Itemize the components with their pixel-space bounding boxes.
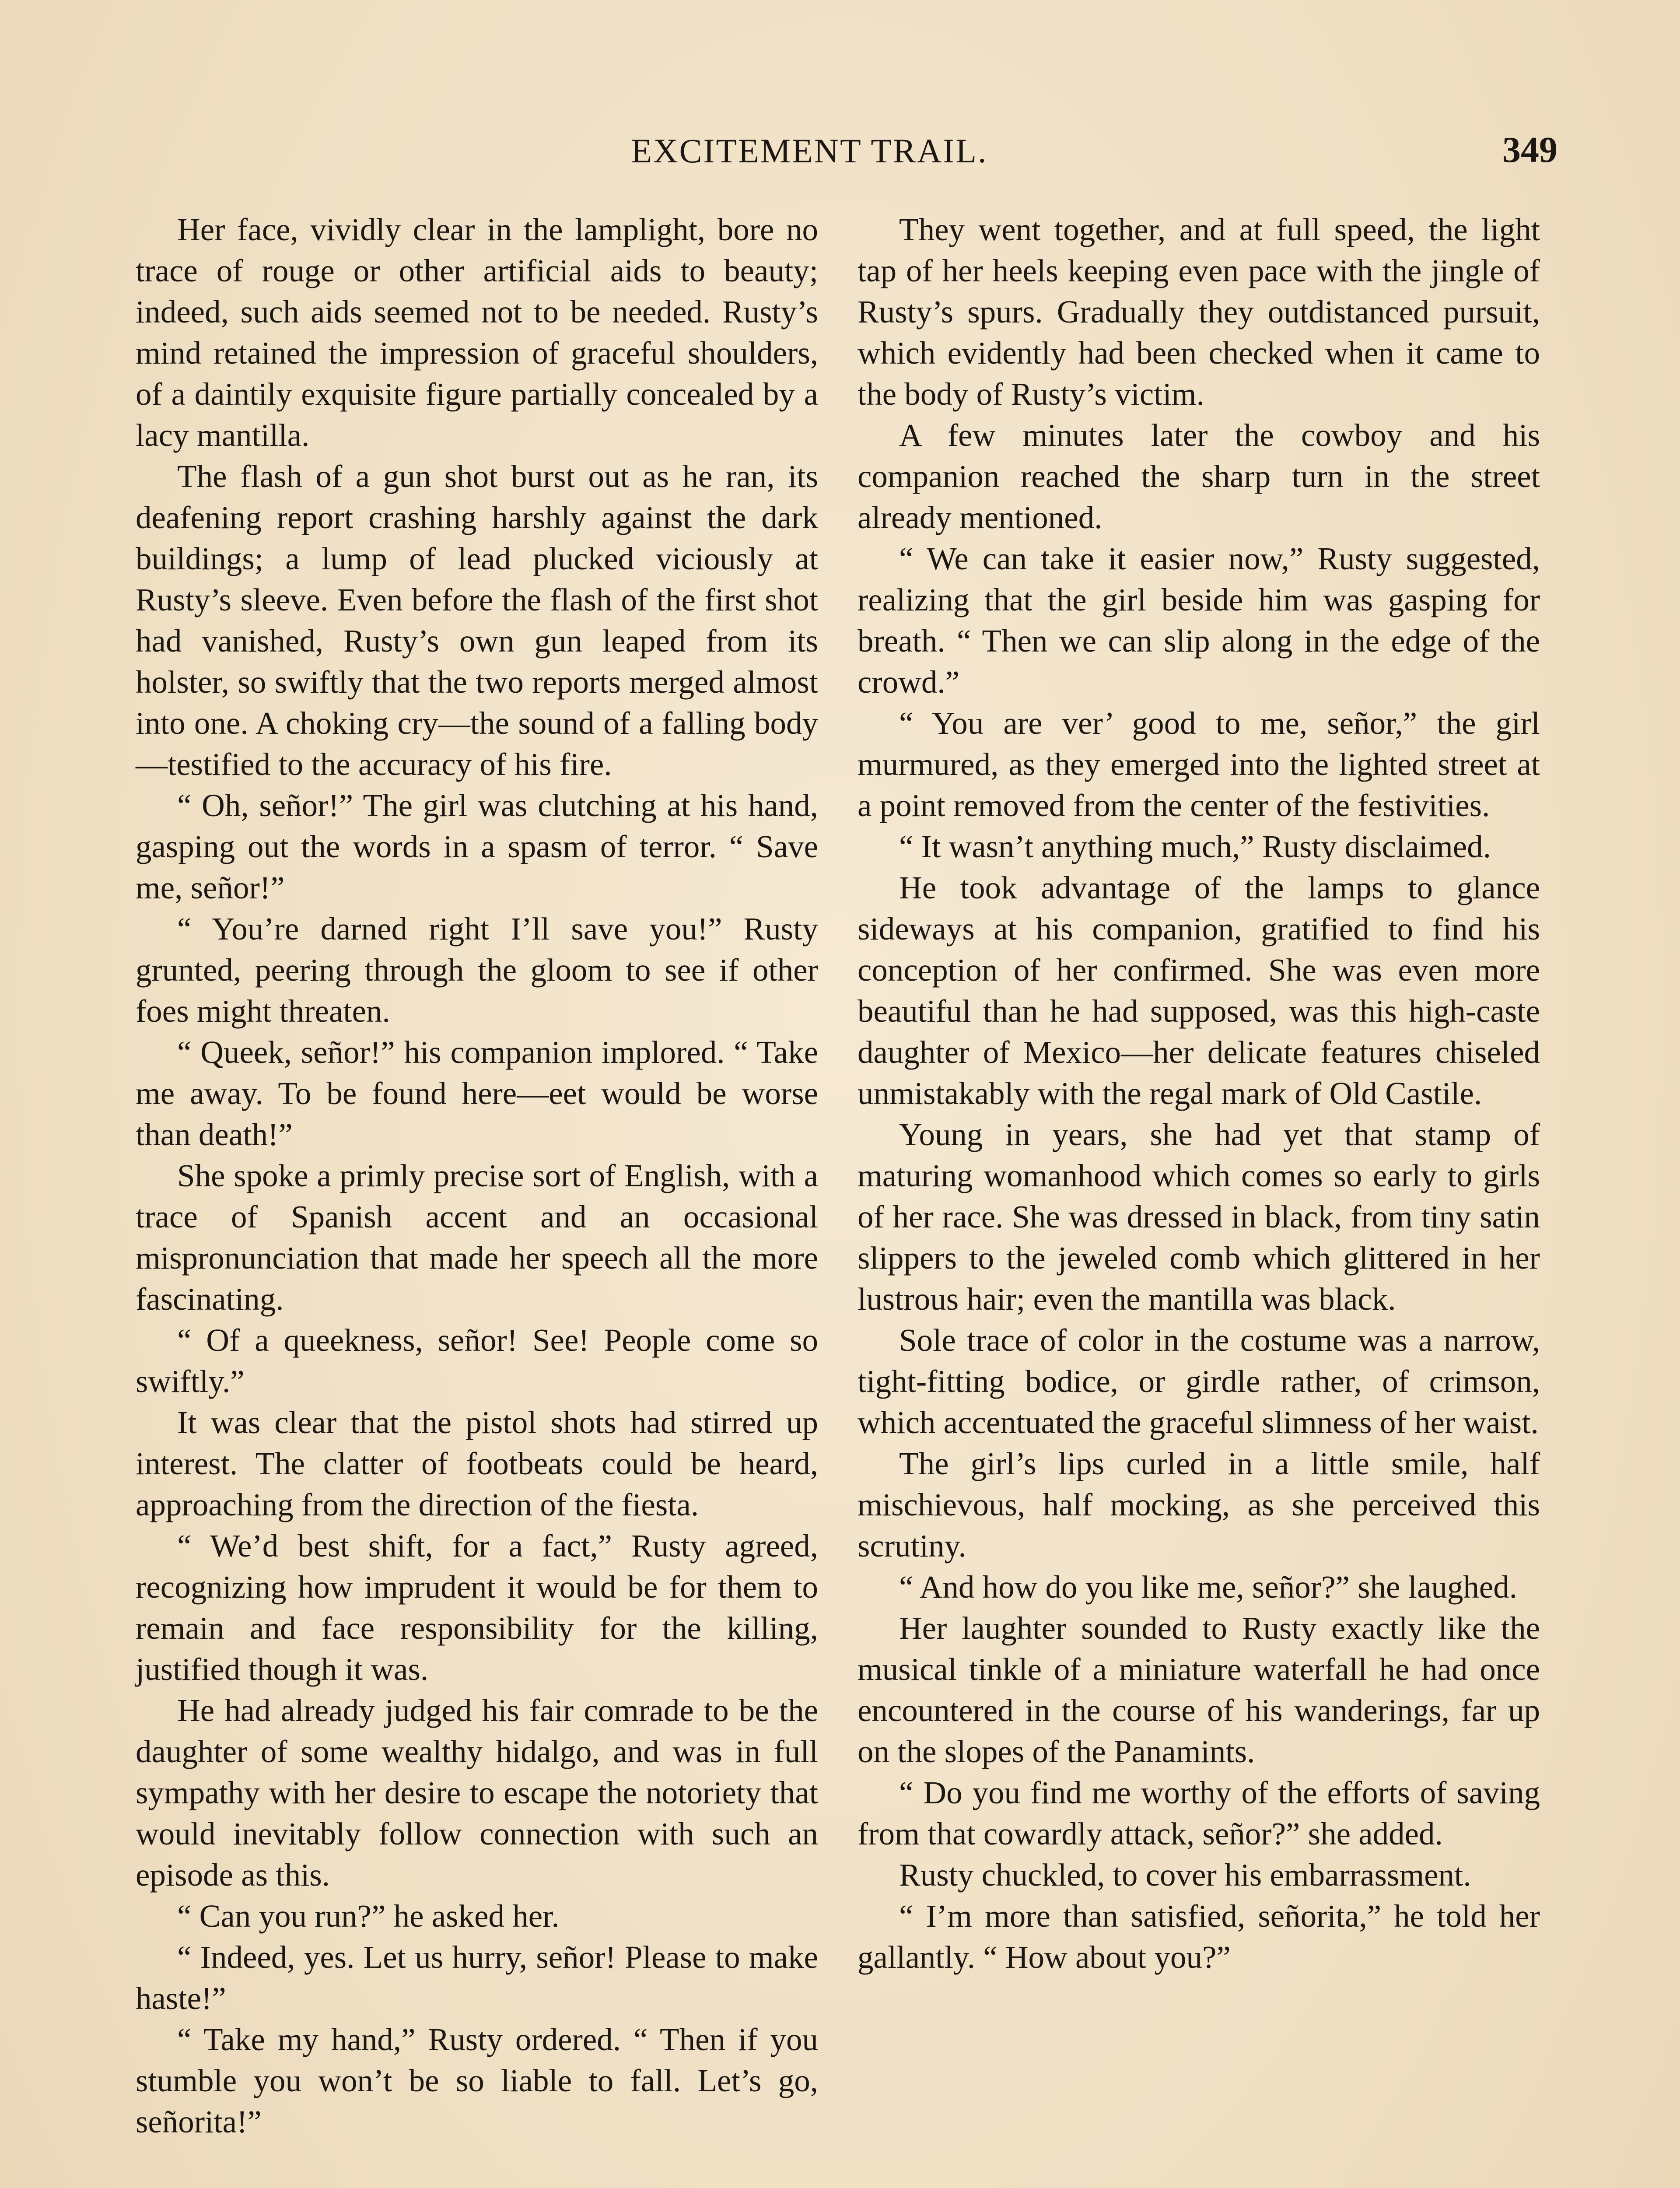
paragraph: “ You are ver’ good to me, señor,” the girl murmured, as they emerged into the lighted street at a point removed from the center of the festivities. <box>858 705 1540 823</box>
paragraph: He took advantage of the lamps to glance sideways at his companion, gratified to find his conception of her confirmed. She was even more beautiful than he had supposed, was this high-caste daughter of Mexico—her delicate features chiseled unmistakably with the regal mark of Old Castile. <box>858 870 1540 1111</box>
paragraph: The flash of a gun shot burst out as he ran, its deafening report crashing harshly against the dark buildings; a lump of lead plucked viciously at Rusty’s sleeve. Even before the flash of the first shot had vanished, Rusty’s own gun leaped from its holster, so swiftly that the two reports merged almost into one. A choking cry—the sound of a falling body—testified to the accuracy of his fire. <box>136 459 818 782</box>
running-title: EXCITEMENT TRAIL. <box>631 132 988 170</box>
paragraph: A few minutes later the cowboy and his companion reached the sharp turn in the street already mentioned. <box>858 417 1540 535</box>
paragraph: “ Queek, señor!” his companion implored. “ Take me away. To be found here—eet would be worse than death!” <box>136 1034 818 1152</box>
paragraph: “ Take my hand,” Rusty ordered. “ Then if you stumble you won’t be so liable to fall. Let’s go, señorita!” <box>136 2022 818 2139</box>
paragraph: She spoke a primly precise sort of English, with a trace of Spanish accent and an occasional mispronunciation that made her speech all the more fascinating. <box>136 1158 818 1317</box>
paragraph: “ Do you find me worthy of the efforts of saving from that cowardly attack, señor?” she added. <box>858 1775 1540 1851</box>
paragraph: Young in years, she had yet that stamp of maturing womanhood which comes so early to girls of her race. She was dressed in black, from tiny satin slippers to the jeweled comb which glittered in her lustrous hair; even the mantilla was black. <box>858 1117 1540 1317</box>
paragraph: “ You’re darned right I’ll save you!” Rusty grunted, peering through the gloom to see if other foes might threaten. <box>136 911 818 1029</box>
paragraph: “ It wasn’t anything much,” Rusty disclaimed. <box>899 829 1491 864</box>
page-header <box>0 131 1680 179</box>
paragraph: Her face, vividly clear in the lamplight, bore no trace of rouge or other artificial aids to beauty; indeed, such aids seemed not to be needed. Rusty’s mind retained the impression of graceful shoulders, of a daintily exquisite figure partially concealed by a lacy mantilla. <box>136 212 818 453</box>
paragraph: Rusty chuckled, to cover his embarrassment. <box>899 1857 1471 1893</box>
paragraph: It was clear that the pistol shots had stirred up interest. The clatter of footbeats could be heard, approaching from the direction of the fiesta. <box>136 1405 818 1522</box>
paragraph: “ Can you run?” he asked her. <box>177 1898 560 1934</box>
right-column <box>858 209 1540 1978</box>
paragraph: Her laughter sounded to Rusty exactly like the musical tinkle of a miniature waterfall he had once encountered in the course of his wanderings, far up on the slopes of the Panamints. <box>858 1610 1540 1769</box>
paragraph: “ Oh, señor!” The girl was clutching at his hand, gasping out the words in a spasm of terror. “ Save me, señor!” <box>136 788 818 905</box>
paragraph: “ Of a queekness, señor! See! People come so swiftly.” <box>136 1322 818 1399</box>
paragraph: Sole trace of color in the costume was a narrow, tight-fitting bodice, or girdle rather, of crimson, which accentuated the graceful slimness of her waist. <box>858 1322 1540 1440</box>
paragraph: “ We’d best shift, for a fact,” Rusty agreed, recognizing how imprudent it would be for them to remain and face responsibility for the killing, justified though it was. <box>136 1528 818 1687</box>
paragraph: “ Indeed, yes. Let us hurry, señor! Please to make haste!” <box>136 1939 818 2016</box>
left-column <box>136 209 818 2142</box>
paragraph: The girl’s lips curled in a little smile, half mischievous, half mocking, as she perceived this scrutiny. <box>858 1446 1540 1564</box>
paragraph: “ We can take it easier now,” Rusty suggested, realizing that the girl beside him was gasping for breath. “ Then we can slip along in the edge of the crowd.” <box>858 541 1540 700</box>
paragraph: “ And how do you like me, señor?” she laughed. <box>899 1569 1518 1605</box>
paragraph: “ I’m more than satisfied, señorita,” he told her gallantly. “ How about you?” <box>858 1898 1540 1975</box>
paragraph: He had already judged his fair comrade to be the daughter of some wealthy hidalgo, and was in full sympathy with her desire to escape the notoriety that would inevitably follow connection with such an episode as this. <box>136 1693 818 1893</box>
page-number: 349 <box>1502 130 1558 170</box>
paragraph: They went together, and at full speed, the light tap of her heels keeping even pace with the jingle of Rusty’s spurs. Gradually they outdistanced pursuit, which evidently had been checked when it came to the body of Rusty’s victim. <box>858 212 1540 412</box>
